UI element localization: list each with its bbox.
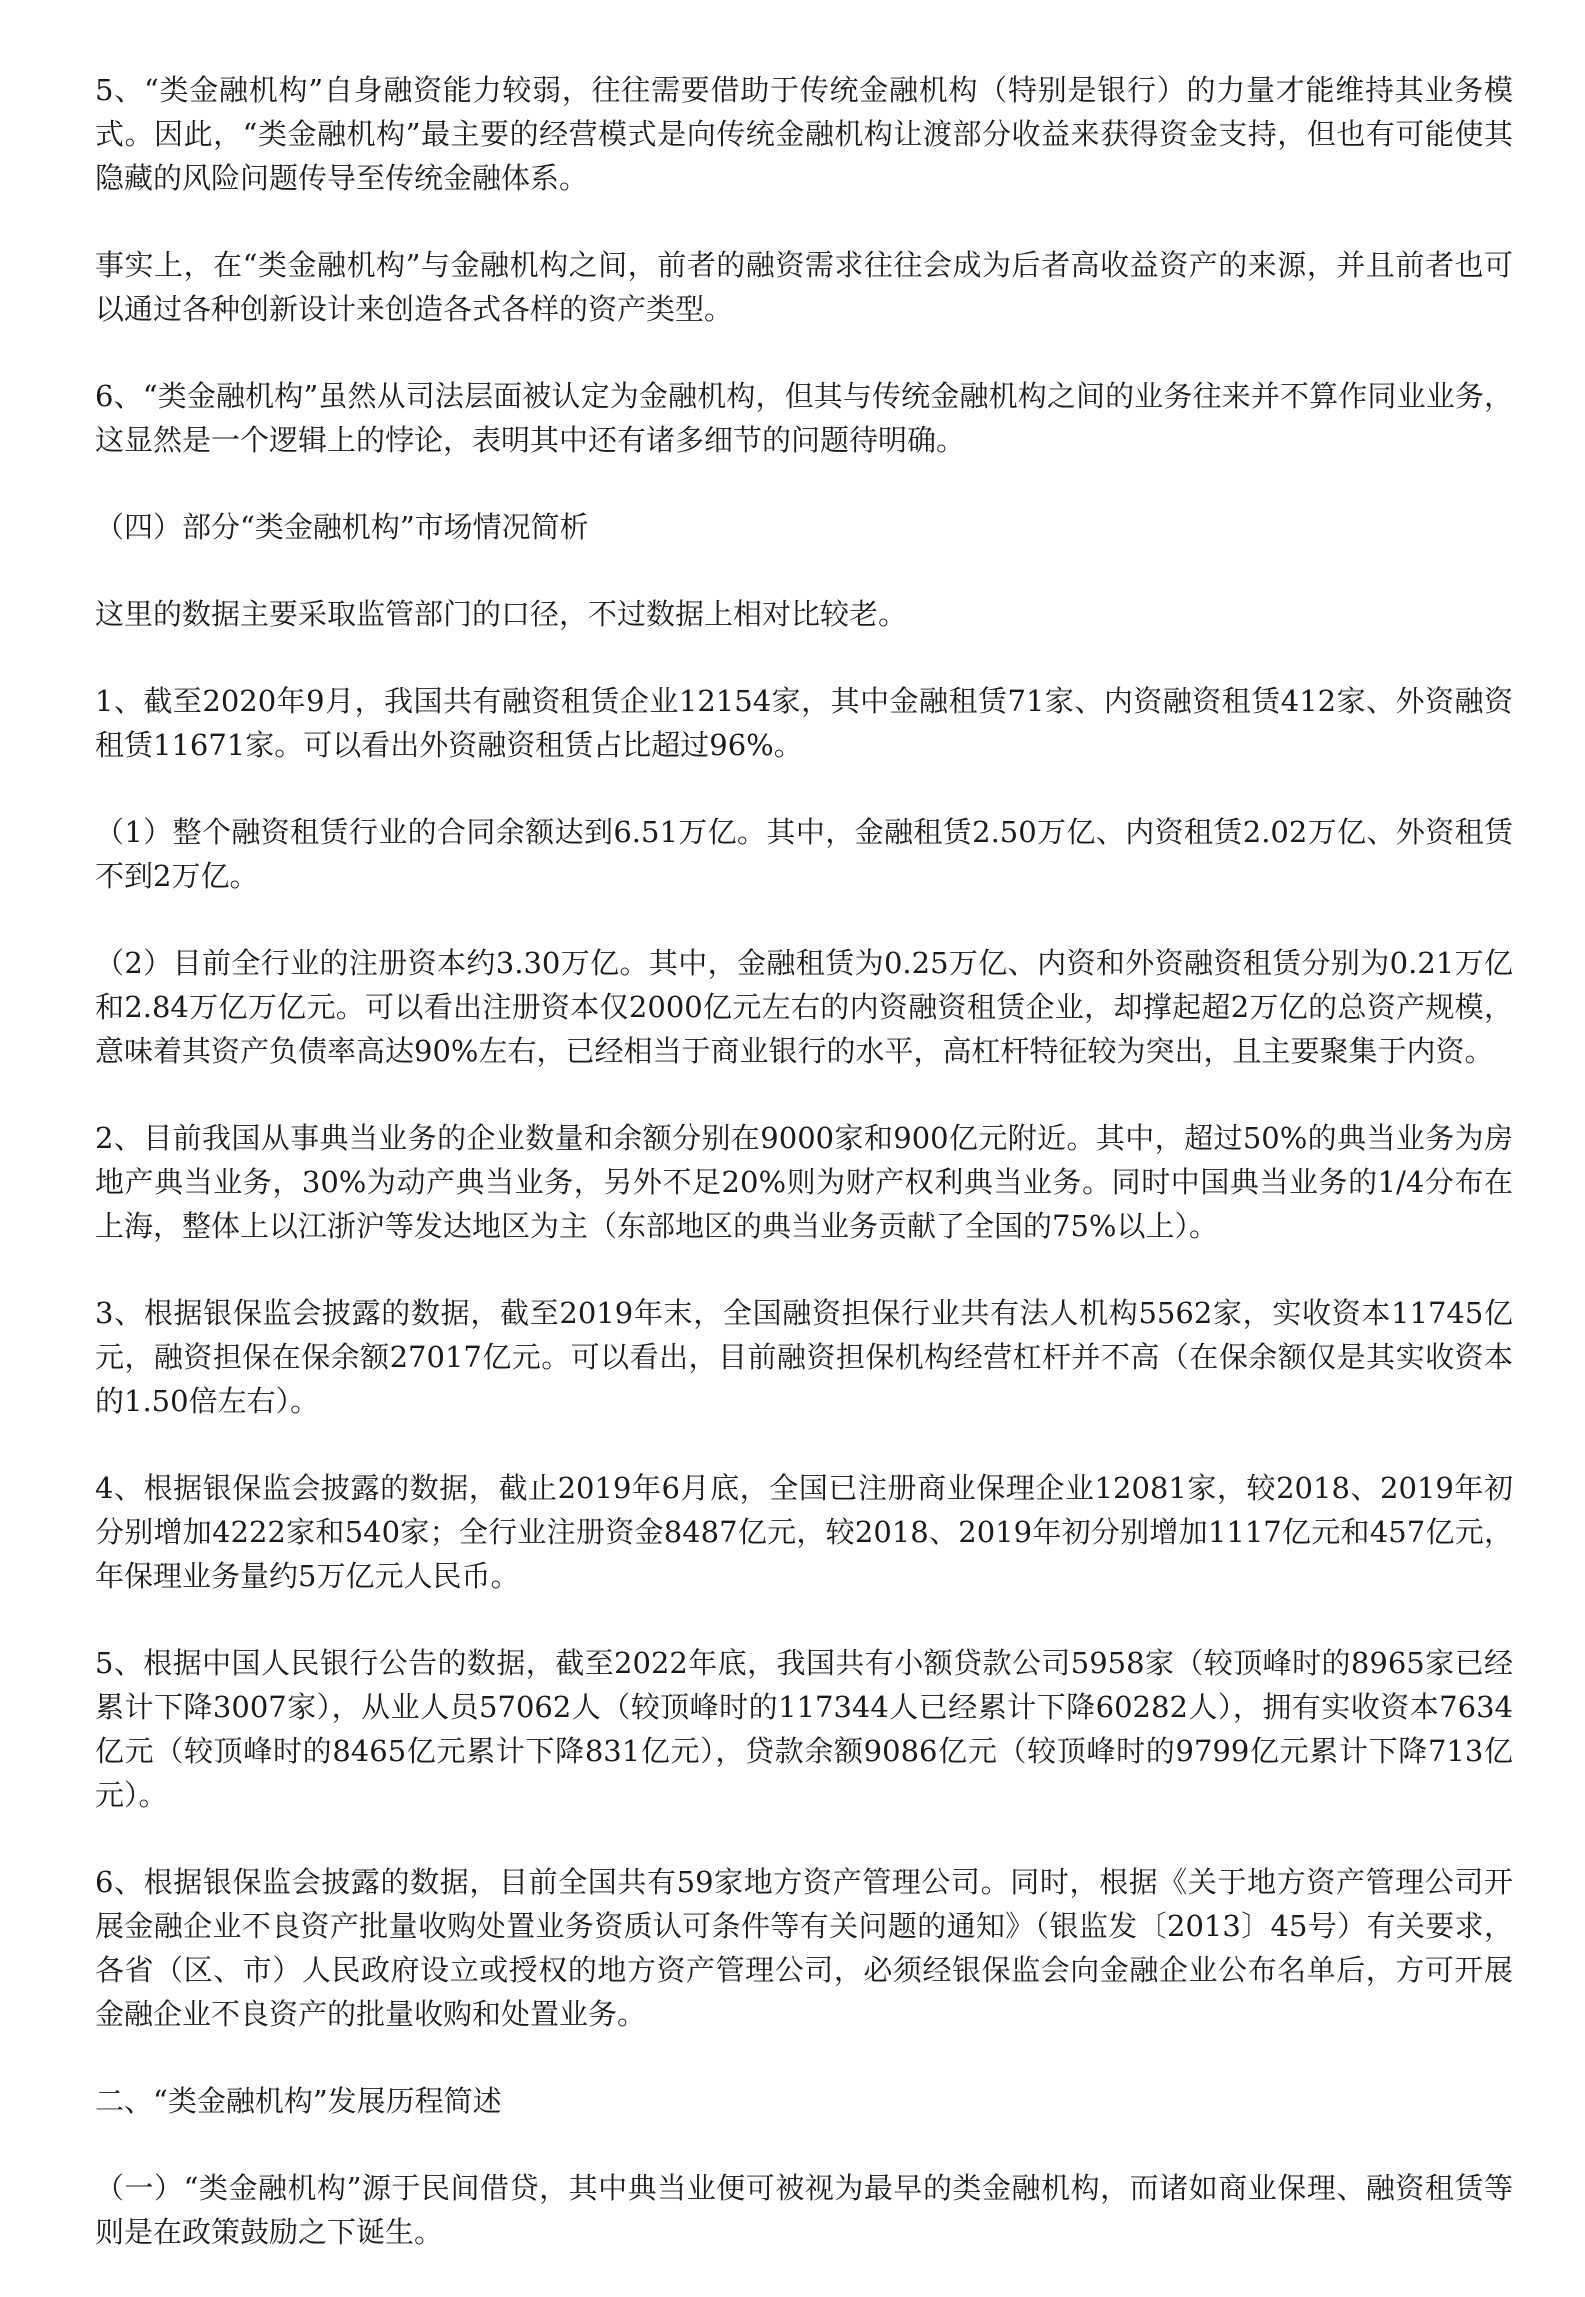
paragraph-leasing-count: 1、截至2020年9月，我国共有融资租赁企业12154家，其中金融租赁71家、内资融资租赁412家、外资融资租赁11671家。可以看出外资融资租赁占比超过96%。 (95, 684, 1513, 762)
section-heading-market-analysis: （四）部分“类金融机构”市场情况简析 (95, 510, 589, 544)
paragraph-point-5-financing: 5、“类金融机构”自身融资能力较弱，往往需要借助于传统金融机构（特别是银行）的力量才能维持其业务模式。因此，“类金融机构”最主要的经营模式是向传统金融机构让渡部分收益来获得资金支持，但也有可能使其隐藏的风险问题传导至传统金融体系。 (95, 73, 1513, 195)
paragraph-microloan-companies: 5、根据中国人民银行公告的数据，截至2022年底，我国共有小额贷款公司5958家（较顶峰时的8965家已经累计下降3007家），从业人员57062人（较顶峰时的117344人已经累计下降60282人），拥有实收资本7634亿元（较顶峰时的8465亿元累计下降831亿元），贷款余额9086亿元（较顶峰时的9799亿元累计下降713亿元）。 (95, 1646, 1513, 1812)
paragraph-pawn-business: 2、目前我国从事典当业务的企业数量和余额分别在9000家和900亿元附近。其中，超过50%的典当业务为房地产典当业务，30%为动产典当业务，另外不足20%则为财产权利典当业务。同时中国典当业务的1/4分布在上海，整体上以江浙沪等发达地区为主（东部地区的典当业务贡献了全国的75%以上）。 (95, 1121, 1513, 1243)
paragraph-leasing-registered-capital: （2）目前全行业的注册资本约3.30万亿。其中，金融租赁为0.25万亿、内资和外资融资租赁分别为0.21万亿和2.84万亿万亿元。可以看出注册资本仅2000亿元左右的内资融资租赁企业，却撑起超2万亿的总资产规模，意味着其资产负债率高达90%左右，已经相当于商业银行的水平，高杠杆特征较为突出，且主要聚集于内资。 (95, 946, 1513, 1068)
paragraph-fact-note: 事实上，在“类金融机构”与金融机构之间，前者的融资需求往往会成为后者高收益资产的来源，并且前者也可以通过各种创新设计来创造各式各样的资产类型。 (95, 248, 1513, 326)
paragraph-financing-guarantee: 3、根据银保监会披露的数据，截至2019年末，全国融资担保行业共有法人机构5562家，实收资本11745亿元，融资担保在保余额27017亿元。可以看出，目前融资担保机构经营杠杆并不高（在保余额仅是其实收资本的1.50倍左右）。 (95, 1296, 1513, 1418)
paragraph-leasing-contract-balance: （1）整个融资租赁行业的合同余额达到6.51万亿。其中，金融租赁2.50万亿、内资租赁2.02万亿、外资租赁不到2万亿。 (95, 815, 1513, 893)
paragraph-commercial-factoring: 4、根据银保监会披露的数据，截止2019年6月底，全国已注册商业保理企业12081家，较2018、2019年初分别增加4222家和540家；全行业注册资金8487亿元，较2018、2019年初分别增加1117亿元和457亿元，年保理业务量约5万亿元人民币。 (95, 1471, 1513, 1593)
document-page (95, 68, 1513, 2297)
paragraph-point-6-judicial: 6、“类金融机构”虽然从司法层面被认定为金融机构，但其与传统金融机构之间的业务往来并不算作同业业务，这显然是一个逻辑上的悖论，表明其中还有诸多细节的问题待明确。 (95, 379, 1513, 457)
paragraph-history-origin: （一）“类金融机构”源于民间借贷，其中典当业便可被视为最早的类金融机构，而诸如商业保理、融资租赁等则是在政策鼓励之下诞生。 (95, 2171, 1513, 2249)
paragraph-data-source-note: 这里的数据主要采取监管部门的口径，不过数据上相对比较老。 (95, 597, 908, 631)
section-heading-history: 二、“类金融机构”发展历程简述 (95, 2084, 502, 2118)
paragraph-local-amc: 6、根据银保监会披露的数据，目前全国共有59家地方资产管理公司。同时，根据《关于地方资产管理公司开展金融企业不良资产批量收购处置业务资质认可条件等有关问题的通知》（银监发〔2013〕45号）有关要求，各省（区、市）人民政府设立或授权的地方资产管理公司，必须经银保监会向金融企业公布名单后，方可开展金融企业不良资产的批量收购和处置业务。 (95, 1865, 1513, 2031)
